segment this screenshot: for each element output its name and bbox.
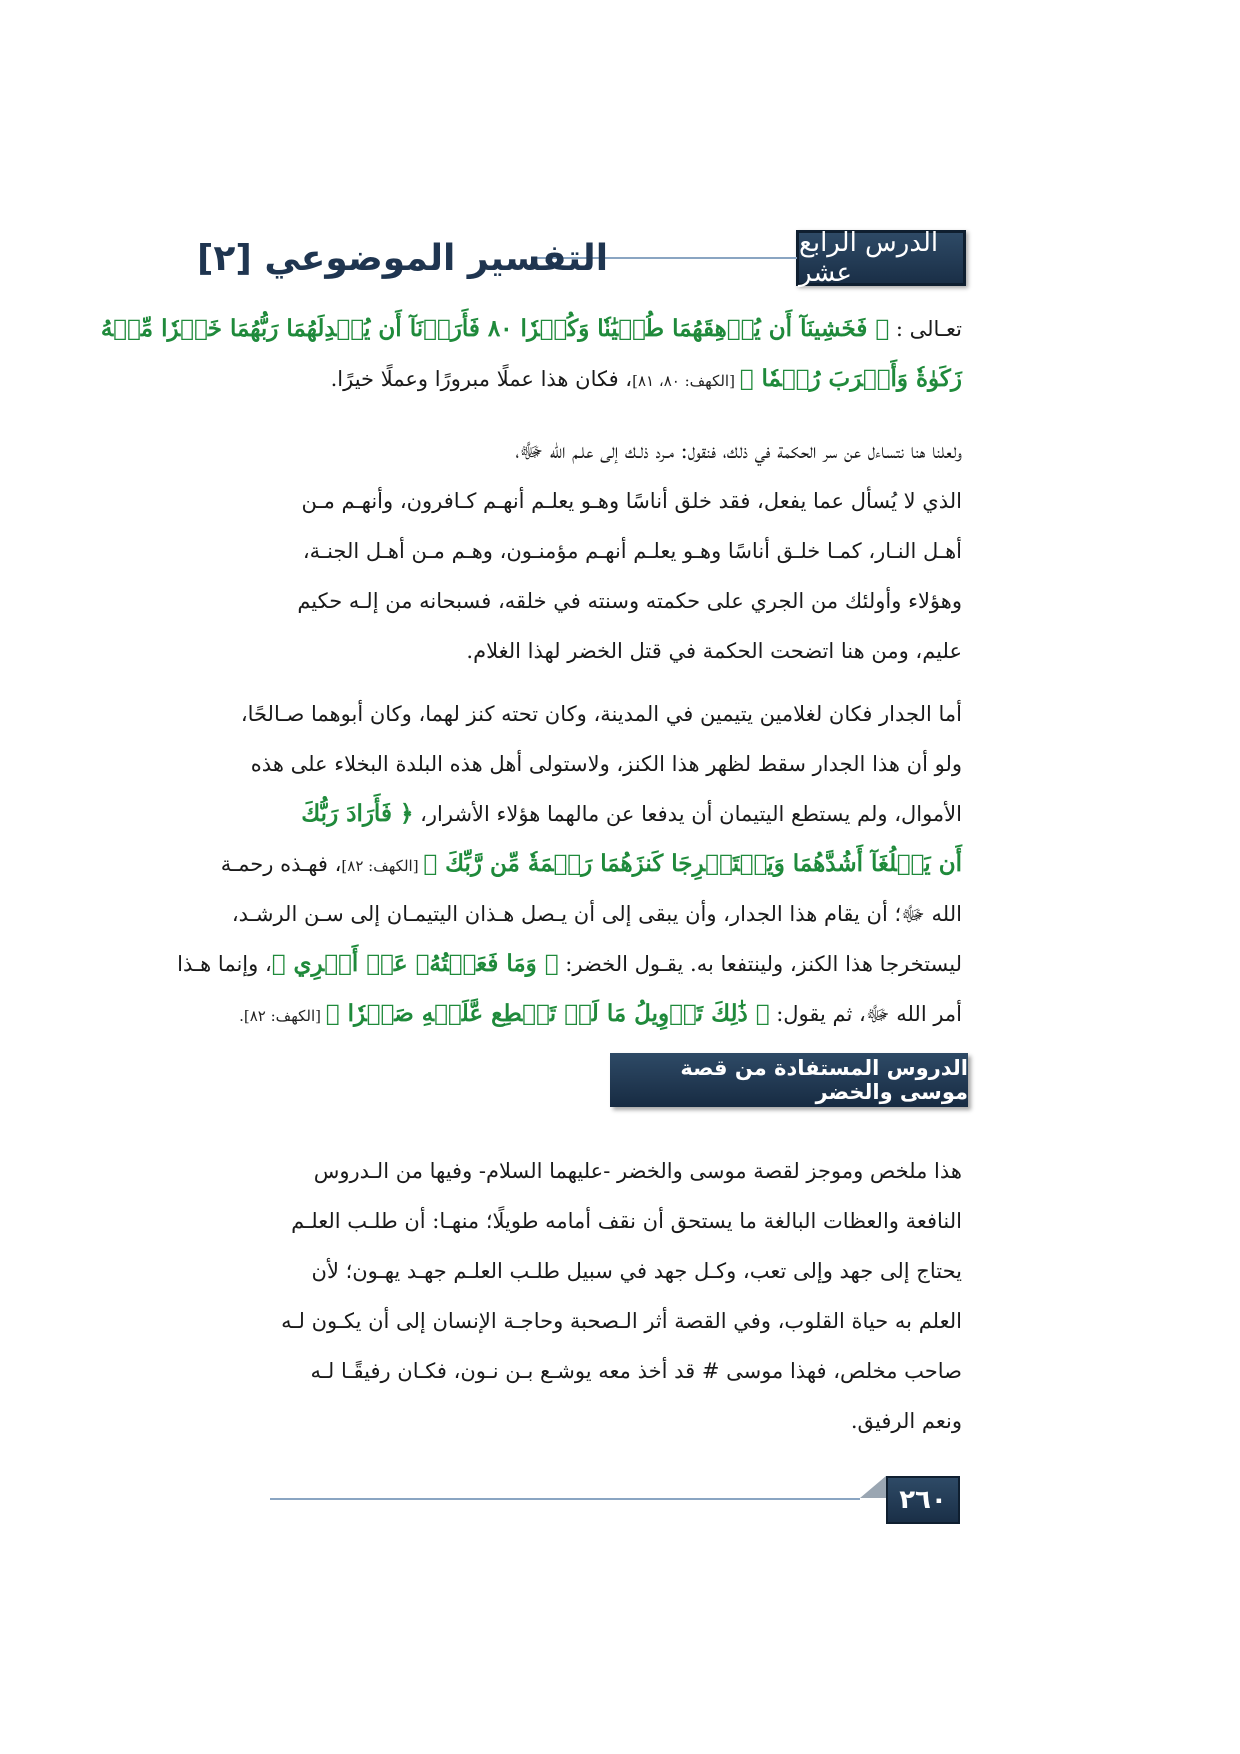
text-line: العلم به حياة القلوب، وفي القصة أثر الـصحبة وحاجـة الإنسان إلى أن يكـون لـه bbox=[281, 1309, 962, 1333]
section-heading: الدروس المستفادة من قصة موسى والخضر bbox=[610, 1053, 968, 1107]
quran-verse: أَن يَبۡلُغَآ أَشُدَّهُمَا وَيَسۡتَخۡرِجَا كَنزَهُمَا رَحۡمَةٗ مِّن رَّبِّكَ ﴾ bbox=[423, 850, 962, 877]
text-line bbox=[270, 789, 962, 839]
text-line: يحتاج إلى جهد وإلى تعب، وكـل جهد في سبيل طلـب العلـم جهـد يهـون؛ لأن bbox=[311, 1259, 962, 1283]
footer-wedge bbox=[860, 1476, 886, 1498]
verse-reference: [الكهف: ٨٢]. bbox=[239, 1007, 326, 1025]
text-line: الذي لا يُسأل عما يفعل، فقد خلق أناسًا وهـو يعلـم أنهـم كـافرون، وأنهـم مـن bbox=[301, 489, 962, 513]
text-line bbox=[177, 939, 962, 989]
text-line: ولو أن هذا الجدار سقط لظهر هذا الكنز، ولاستولى أهل هذه البلدة البخلاء على هذه bbox=[250, 752, 962, 776]
footer-divider bbox=[270, 1498, 860, 1500]
quran-verse: ﴿ فَخَشِينَآ أَن يُرۡهِقَهُمَا طُغۡيَٰنٗا وَكُفۡرٗا ٨٠ فَأَرَدۡنَآ أَن يُبۡدِلَهُمَا رَبُّهُمَا خَيۡرٗا مِّنۡهُ bbox=[100, 315, 890, 342]
text-line: عليم، ومن هنا اتضحت الحكمة في قتل الخضر لهذا الغلام. bbox=[466, 639, 962, 663]
text-line: أما الجدار فكان لغلامين يتيمين في المدينة، وكان تحته كنز لهما، وكان أبوهما صـالحًا، bbox=[240, 702, 962, 726]
text-line: الله ﷻ؛ أن يقام هذا الجدار، وأن يبقى إلى أن يـصل هـذان اليتيمـان إلى سـن الرشـد، bbox=[231, 902, 962, 926]
quran-verse: زَكَوٰةٗ وَأَقۡرَبَ رُحۡمٗا ﴾ bbox=[739, 365, 962, 392]
lesson-label: الدرس الرابع عشر bbox=[796, 230, 966, 286]
text-line: ونعم الرفيق. bbox=[850, 1409, 962, 1433]
page-number: ٢٦٠ bbox=[886, 1476, 960, 1524]
text-tail: ، وإنما هـذا bbox=[177, 952, 272, 976]
text-line: ولعلنا هنا نتساءل عن سر الحكمة في ذلك، فنقول: مـرد ذلـك إلى علـم الله ﷻ، bbox=[515, 439, 962, 463]
text-lead: تعـالى : bbox=[889, 317, 962, 341]
quran-verse: ﴿ فَأَرَادَ رَبُّكَ bbox=[301, 800, 414, 827]
quran-verse: ﴿ وَمَا فَعَلۡتُهُۥ عَنۡ أَمۡرِي ﴾ bbox=[271, 950, 559, 977]
text-lead: أمر الله ﷻ، ثم يقول: bbox=[769, 1002, 962, 1026]
text-line: هذا ملخص وموجز لقصة موسى والخضر -عليهما السلام- وفيها من الـدروس bbox=[313, 1159, 962, 1183]
book-title: التفسير الموضوعي [٢] bbox=[196, 237, 609, 279]
verse-reference: [الكهف: ٨٠، ٨١] bbox=[632, 372, 740, 390]
text-line: صاحب مخلص، فهذا موسى # قد أخذ معه يوشـع بـن نـون، فكـان رفيقًـا لـه bbox=[310, 1359, 962, 1383]
text-lead: الأموال، ولم يستطع اليتيمان أن يدفعا عن مالهما هؤلاء الأشرار، bbox=[413, 802, 962, 826]
paragraph-wall bbox=[177, 689, 962, 1039]
text-line bbox=[220, 839, 962, 889]
verse-reference: [الكهف: ٨٢] bbox=[341, 857, 424, 875]
text-line bbox=[239, 989, 962, 1039]
paragraph-wisdom bbox=[270, 426, 962, 676]
quran-verse: ﴿ ذَٰلِكَ تَأۡوِيلُ مَا لَمۡ تَسۡطِع عَّلَيۡهِ صَبۡرٗا ﴾ bbox=[325, 1000, 770, 1027]
text-line: وهؤلاء وأولئك من الجري على حكمته وسنته في خلقه، فسبحانه من إلـه حكيم bbox=[297, 589, 962, 613]
text-line: النافعة والعظات البالغة ما يستحق أن نقف أمامه طويلًا؛ منهـا: أن طلـب العلـم bbox=[291, 1209, 962, 1233]
text-tail: ، فكان هذا عملًا مبرورًا وعملًا خيرًا. bbox=[330, 367, 633, 391]
text-lead: ليستخرجا هذا الكنز، ولينتفعا به. يقـول الخضر: bbox=[558, 952, 962, 976]
paragraph-verse-continuation bbox=[100, 304, 962, 404]
text-tail: ، فهـذه رحمـة bbox=[220, 852, 342, 876]
text-line: أهـل النـار، كمـا خلـق أناسًا وهـو يعلـم أنهـم مؤمنـون، وهـم مـن أهـل الجنـة، bbox=[302, 539, 962, 563]
text-line bbox=[100, 304, 962, 354]
text-line bbox=[270, 354, 962, 404]
paragraph-lessons bbox=[270, 1146, 962, 1446]
